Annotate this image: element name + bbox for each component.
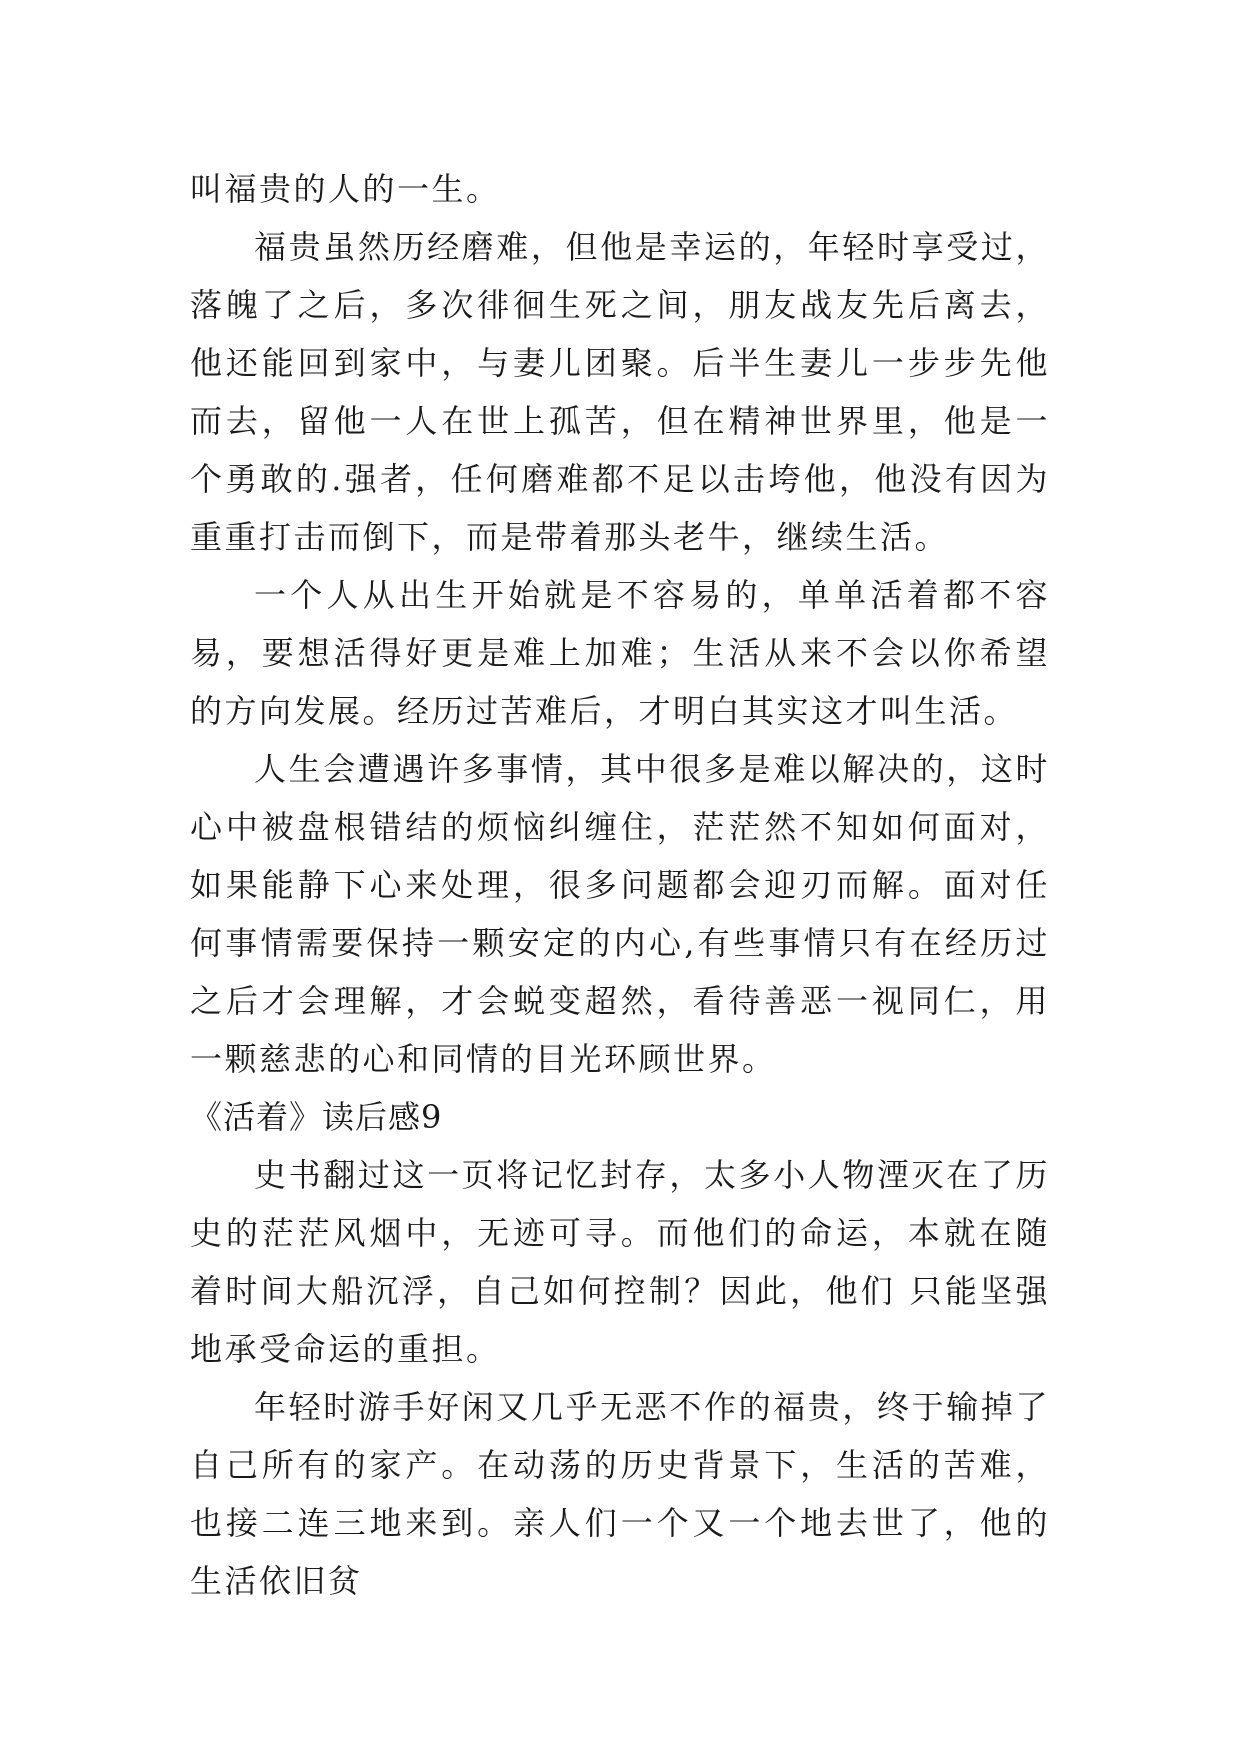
paragraph-not-easy: 一个人从出生开始就是不容易的，单单活着都不容易，要想活得好更是难上加难；生活从来不会以你希望的方向发展。经历过苦难后，才明白其实这才叫生活。 [190,576,1050,730]
paragraph-fugui-fortunate: 福贵虽然历经磨难，但他是幸运的，年轻时享受过，落魄了之后，多次徘徊生死之间，朋友战友先后离去，他还能回到家中，与妻儿团聚。后半生妻儿一步步先他而去，留他一人在世上孤苦，但在精神世界里，他是一个勇敢的.强者，任何磨难都不足以击垮他，他没有因为重重打击而倒下，而是带着那头老牛，继续生活。 [190,228,1050,556]
paragraph-life-events: 人生会遭遇许多事情，其中很多是难以解决的，这时心中被盘根错结的烦恼纠缠住，茫茫然不知如何面对，如果能静下心来处理，很多问题都会迎刃而解。面对任何事情需要保持一颗安定的内心,有些事情只有在经历过之后才会理解，才会蜕变超然，看待善恶一视同仁，用一颗慈悲的心和同情的目光环顾世界。 [190,750,1050,1078]
paragraph-young-fugui: 年轻时游手好闲又几乎无恶不作的福贵，终于输掉了自己所有的家产。在动荡的历史背景下，生活的苦难，也接二连三地来到。亲人们一个又一个地去世了，他的生活依旧贫 [190,1388,1050,1600]
document-body [190,160,1050,1610]
paragraph-history-book: 史书翻过这一页将记忆封存，太多小人物湮灭在了历史的茫茫风烟中，无迹可寻。而他们的命运，本就在随着时间大船沉浮，自己如何控制？因此，他们 只能坚强地承受命运的重担。 [190,1156,1050,1368]
section-title: 《活着》读后感9 [190,1098,443,1136]
paragraph-continuation: 叫福贵的人的一生。 [190,170,501,208]
